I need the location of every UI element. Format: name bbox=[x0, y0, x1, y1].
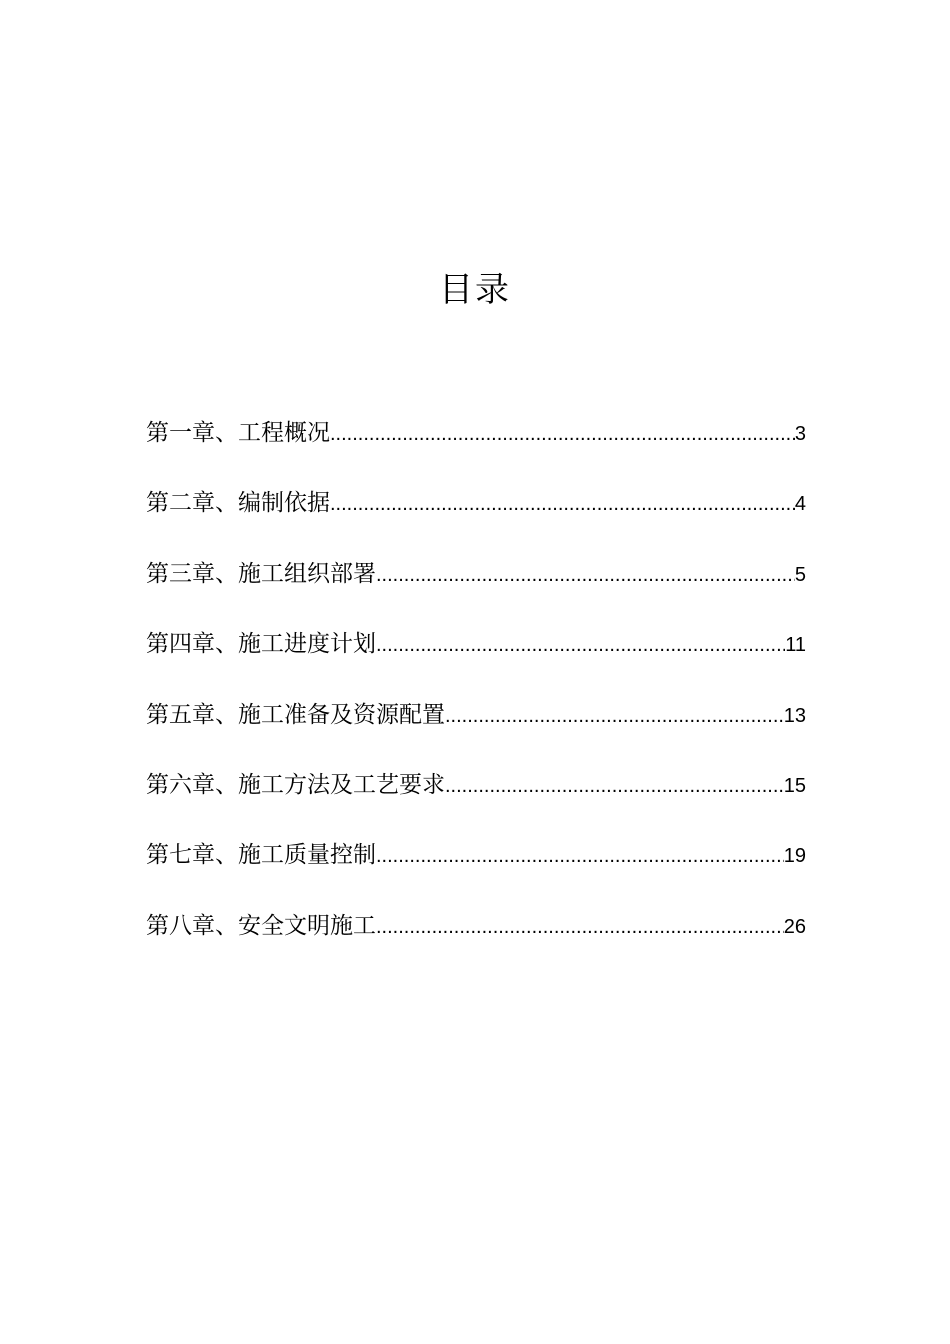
dot-leader bbox=[445, 767, 784, 805]
toc-entry-label: 第三章、施工组织部署 bbox=[146, 560, 376, 587]
toc-entry-6[interactable] bbox=[146, 766, 806, 836]
dot-leader bbox=[445, 697, 784, 735]
toc-page-number: 26 bbox=[783, 915, 806, 938]
toc-entry-5[interactable] bbox=[146, 696, 806, 766]
toc-entry-label: 第六章、施工方法及工艺要求 bbox=[146, 771, 445, 798]
toc-entry-2[interactable] bbox=[146, 484, 806, 554]
toc-entry-1[interactable] bbox=[146, 414, 806, 484]
toc-page-number: 5 bbox=[794, 563, 806, 586]
toc-page-number: 11 bbox=[785, 634, 806, 657]
table-of-contents bbox=[146, 414, 806, 977]
dot-leader bbox=[376, 556, 795, 594]
dot-leader bbox=[330, 485, 795, 523]
toc-page-number: 4 bbox=[794, 493, 806, 516]
dot-leader bbox=[376, 837, 784, 875]
toc-entry-label: 第七章、施工质量控制 bbox=[146, 842, 376, 869]
toc-page-number: 3 bbox=[794, 423, 806, 445]
toc-entry-8[interactable] bbox=[146, 907, 806, 977]
dot-leader bbox=[376, 908, 784, 946]
toc-entry-4[interactable] bbox=[146, 625, 806, 695]
toc-page-number: 15 bbox=[783, 774, 806, 797]
toc-entry-label: 第一章、工程概况 bbox=[146, 420, 330, 446]
toc-entry-label: 第四章、施工进度计划 bbox=[146, 631, 376, 658]
page-title: 目录 bbox=[439, 270, 511, 310]
toc-entry-3[interactable] bbox=[146, 555, 806, 625]
toc-entry-label: 第二章、编制依据 bbox=[146, 490, 330, 517]
toc-page-number: 13 bbox=[783, 704, 806, 727]
dot-leader bbox=[376, 626, 785, 664]
dot-leader bbox=[330, 415, 795, 453]
toc-entry-7[interactable] bbox=[146, 836, 806, 906]
toc-entry-label: 第五章、施工准备及资源配置 bbox=[146, 701, 445, 728]
toc-page-number: 19 bbox=[783, 845, 806, 868]
toc-entry-label: 第八章、安全文明施工 bbox=[146, 912, 376, 939]
